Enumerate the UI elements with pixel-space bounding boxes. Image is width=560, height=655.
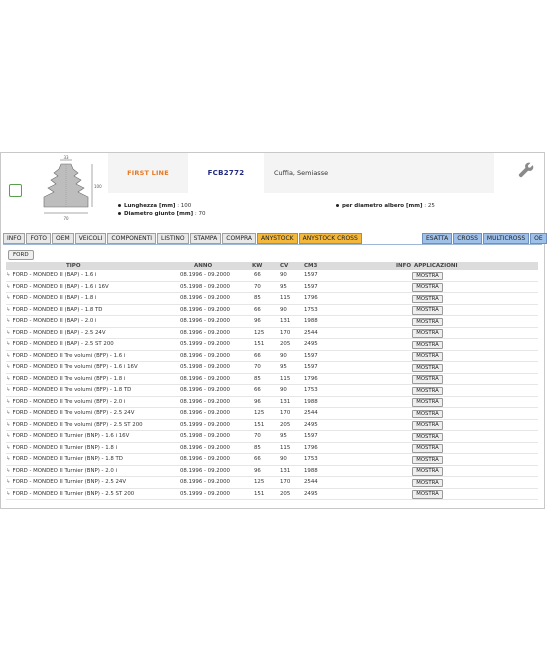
row-kw: 85 <box>254 375 261 382</box>
row-tipo <box>6 316 96 327</box>
mostra-button[interactable]: MOSTRA <box>412 421 443 430</box>
row-kw: 96 <box>254 318 261 324</box>
row-anno: 08.1996 - 09.2000 <box>180 318 230 324</box>
table-row <box>6 270 538 282</box>
row-arrow-icon: ↳ <box>6 272 11 278</box>
tab-anystock[interactable]: ANYSTOCK <box>257 233 298 244</box>
row-cm3: 1597 <box>304 283 318 290</box>
row-cv: 115 <box>280 295 291 301</box>
row-cm3: 2495 <box>304 341 318 347</box>
row-tipo <box>6 339 114 350</box>
row-arrow-icon: ↳ <box>6 387 11 393</box>
row-anno: 08.1996 - 09.2000 <box>180 352 230 359</box>
row-cv: 90 <box>280 272 287 278</box>
row-arrow-icon: ↳ <box>6 398 11 405</box>
mostra-button[interactable]: MOSTRA <box>412 467 443 476</box>
row-anno: 08.1996 - 09.2000 <box>180 410 230 416</box>
mostra-button[interactable]: MOSTRA <box>412 272 443 281</box>
row-cv: 131 <box>280 398 291 405</box>
row-kw: 66 <box>254 352 261 359</box>
mostra-button[interactable]: MOSTRA <box>412 283 443 292</box>
row-tipo <box>6 420 143 431</box>
row-tipo <box>6 489 134 500</box>
row-kw: 151 <box>254 421 265 428</box>
row-tipo <box>6 466 117 477</box>
row-cv: 115 <box>280 444 291 451</box>
row-tipo-text: FORD - MONDEO II (BAP) - 1.8 i <box>12 295 97 301</box>
row-anno: 08.1996 - 09.2000 <box>180 467 230 474</box>
row-tipo <box>6 408 134 419</box>
row-cm3: 1597 <box>304 352 318 359</box>
row-tipo <box>6 328 106 339</box>
applications-table <box>6 270 538 500</box>
row-cm3: 1753 <box>304 306 318 313</box>
wrench-icon[interactable] <box>517 161 535 179</box>
table-row <box>6 489 538 501</box>
mostra-button[interactable]: MOSTRA <box>412 295 443 304</box>
row-cm3: 1796 <box>304 375 318 382</box>
spec-joint-value: : 70 <box>194 211 206 217</box>
mostra-button[interactable]: MOSTRA <box>412 341 443 350</box>
row-kw: 85 <box>254 444 261 451</box>
row-arrow-icon: ↳ <box>6 352 11 359</box>
row-tipo-text: FORD - MONDEO II Tre volumi (BFP) - 1.8 i <box>12 375 126 382</box>
table-row <box>6 305 538 317</box>
row-kw: 70 <box>254 433 261 439</box>
row-tipo-text: FORD - MONDEO II Turnier (BNP) - 1.6 i 16V <box>12 433 130 439</box>
tab-stampa[interactable]: STAMPA <box>190 233 222 244</box>
row-anno: 08.1996 - 09.2000 <box>180 329 230 336</box>
row-cv: 170 <box>280 410 291 416</box>
row-cv: 170 <box>280 329 291 336</box>
row-tipo-text: FORD - MONDEO II Turnier (BNP) - 1.8 TD <box>12 456 123 462</box>
mostra-button[interactable]: MOSTRA <box>412 456 443 465</box>
dim-top-label: 33 <box>63 155 69 160</box>
row-tipo-text: FORD - MONDEO II Tre volumi (BFP) - 2.0 i <box>12 398 126 405</box>
row-tipo <box>6 431 129 442</box>
row-cv: 90 <box>280 387 287 393</box>
row-tipo <box>6 454 123 465</box>
row-arrow-icon: ↳ <box>6 444 11 451</box>
mostra-button[interactable]: MOSTRA <box>412 364 443 373</box>
table-row <box>6 431 538 443</box>
row-arrow-icon: ↳ <box>6 467 11 474</box>
row-cv: 205 <box>280 421 291 428</box>
table-row <box>6 420 538 432</box>
row-cm3: 1597 <box>304 364 318 370</box>
row-arrow-icon: ↳ <box>6 479 11 485</box>
row-cm3: 1796 <box>304 295 318 301</box>
row-cm3: 1988 <box>304 467 318 474</box>
mostra-button[interactable]: MOSTRA <box>412 318 443 327</box>
row-cm3: 1597 <box>304 272 318 278</box>
table-row <box>6 316 538 328</box>
row-tipo-text: FORD - MONDEO II Tre volumi (BFP) - 1.6 i 16V <box>12 364 138 370</box>
row-tipo <box>6 351 125 362</box>
mostra-button[interactable]: MOSTRA <box>412 479 443 488</box>
row-tipo-text: FORD - MONDEO II Tre volumi (BFP) - 2.5 24V <box>12 410 135 416</box>
row-cv: 170 <box>280 479 291 485</box>
row-cv: 95 <box>280 433 287 439</box>
make-filter-button[interactable]: FORD <box>8 250 34 260</box>
mostra-button[interactable]: MOSTRA <box>412 490 443 499</box>
row-kw: 85 <box>254 295 261 301</box>
row-anno: 05.1999 - 09.2000 <box>180 421 230 428</box>
table-row <box>6 362 538 374</box>
table-row <box>6 374 538 386</box>
tab-info[interactable]: INFO <box>3 233 25 244</box>
row-arrow-icon: ↳ <box>6 421 11 428</box>
product-code[interactable]: FCB2772 <box>207 169 245 177</box>
row-anno: 08.1996 - 09.2000 <box>180 398 230 405</box>
row-kw: 66 <box>254 387 261 393</box>
tab-esatta[interactable]: ESATTA <box>422 233 452 244</box>
row-tipo-text: FORD - MONDEO II Turnier (BNP) - 1.8 i <box>12 444 117 451</box>
row-cv: 205 <box>280 341 291 347</box>
tab-oe[interactable]: OE <box>530 233 547 244</box>
row-cv: 90 <box>280 456 287 462</box>
row-cm3: 2544 <box>304 479 318 485</box>
header-tipo: TIPO <box>66 263 81 269</box>
row-tipo-text: FORD - MONDEO II (BAP) - 1.8 TD <box>12 306 103 313</box>
tab-foto[interactable]: FOTO <box>26 233 51 244</box>
mostra-button[interactable]: MOSTRA <box>412 433 443 442</box>
product-line: FIRST LINE <box>108 153 188 193</box>
dim-bottom-label: 70 <box>63 216 69 221</box>
mostra-button[interactable]: MOSTRA <box>412 410 443 419</box>
row-kw: 70 <box>254 364 261 370</box>
row-anno: 08.1996 - 09.2000 <box>180 444 230 451</box>
row-kw: 66 <box>254 306 261 313</box>
mostra-button[interactable]: MOSTRA <box>412 306 443 315</box>
table-header <box>6 262 538 270</box>
spec-joint <box>118 211 205 217</box>
header-cm3: CM3 <box>304 263 318 269</box>
header-anno: ANNO <box>194 263 213 269</box>
row-cv: 205 <box>280 490 291 497</box>
row-arrow-icon: ↳ <box>6 306 11 313</box>
row-arrow-icon: ↳ <box>6 318 11 324</box>
row-anno: 08.1996 - 09.2000 <box>180 479 230 485</box>
row-cm3: 1796 <box>304 444 318 451</box>
table-row <box>6 385 538 397</box>
table-row <box>6 328 538 340</box>
row-kw: 66 <box>254 272 261 278</box>
row-tipo <box>6 443 117 454</box>
table-row <box>6 477 538 489</box>
table-row <box>6 408 538 420</box>
row-anno: 05.1998 - 09.2000 <box>180 433 230 439</box>
row-tipo-text: FORD - MONDEO II (BAP) - 2.5 ST 200 <box>12 341 114 347</box>
row-anno: 05.1999 - 09.2000 <box>180 341 230 347</box>
row-cm3: 2495 <box>304 490 318 497</box>
header-cv: CV <box>280 263 289 269</box>
mostra-button[interactable]: MOSTRA <box>412 329 443 338</box>
row-tipo-text: FORD - MONDEO II (BAP) - 1.6 i 16V <box>12 283 109 290</box>
mostra-button[interactable]: MOSTRA <box>412 375 443 384</box>
spec-shaft-label: per diametro albero [mm] <box>342 203 423 209</box>
tab-veicoli[interactable]: VEICOLI <box>75 233 107 244</box>
spec-length <box>118 203 191 209</box>
row-arrow-icon: ↳ <box>6 364 11 370</box>
table-row <box>6 454 538 466</box>
row-tipo-text: FORD - MONDEO II (BAP) - 2.5 24V <box>12 329 106 336</box>
product-drawing <box>30 155 102 225</box>
row-tipo <box>6 385 131 396</box>
table-row <box>6 466 538 478</box>
tab-bar-right <box>422 233 547 244</box>
row-tipo-text: FORD - MONDEO II Turnier (BNP) - 2.5 24V <box>12 479 127 485</box>
row-tipo <box>6 374 125 385</box>
dim-side-label: 100 <box>94 184 102 189</box>
tab-listino[interactable]: LISTINO <box>157 233 189 244</box>
row-tipo-text: FORD - MONDEO II Tre volumi (BFP) - 2.5 ST 200 <box>12 421 143 428</box>
row-kw: 151 <box>254 341 265 347</box>
row-tipo-text: FORD - MONDEO II (BAP) - 1.6 i <box>12 272 97 278</box>
tab-multicross[interactable]: MULTICROSS <box>483 233 529 244</box>
product-description: Cuffia, Semiasse <box>264 153 494 193</box>
spec-length-value: : 100 <box>177 203 192 209</box>
row-tipo <box>6 362 138 373</box>
row-anno: 08.1996 - 09.2000 <box>180 272 230 278</box>
row-cv: 90 <box>280 306 287 313</box>
row-cv: 95 <box>280 364 287 370</box>
row-anno: 05.1998 - 09.2000 <box>180 283 230 290</box>
row-cv: 115 <box>280 375 291 382</box>
row-tipo-text: FORD - MONDEO II (BAP) - 2.0 i <box>12 318 97 324</box>
row-tipo-text: FORD - MONDEO II Tre volumi (BFP) - 1.8 TD <box>12 387 132 393</box>
row-arrow-icon: ↳ <box>6 283 11 290</box>
row-tipo <box>6 305 102 316</box>
row-cm3: 1753 <box>304 456 318 462</box>
mostra-button[interactable]: MOSTRA <box>412 398 443 407</box>
table-row <box>6 443 538 455</box>
row-cm3: 1597 <box>304 433 318 439</box>
header-info: INFO <box>396 263 412 269</box>
row-kw: 96 <box>254 467 261 474</box>
tab-divider <box>3 244 542 245</box>
row-arrow-icon: ↳ <box>6 490 11 497</box>
row-cv: 95 <box>280 283 287 290</box>
row-cv: 131 <box>280 318 291 324</box>
row-tipo <box>6 270 96 281</box>
mostra-button[interactable]: MOSTRA <box>412 352 443 361</box>
spec-length-label: Lunghezza [mm] <box>124 203 176 209</box>
row-tipo-text: FORD - MONDEO II Turnier (BNP) - 2.5 ST 200 <box>12 490 135 497</box>
table-row <box>6 282 538 294</box>
spec-shaft <box>336 203 435 209</box>
tab-oem[interactable]: OEM <box>52 233 74 244</box>
row-tipo <box>6 293 96 304</box>
tab-cross[interactable]: CROSS <box>453 233 482 244</box>
mostra-button[interactable]: MOSTRA <box>412 444 443 453</box>
row-tipo-text: FORD - MONDEO II Tre volumi (BFP) - 1.6 i <box>12 352 126 359</box>
row-kw: 66 <box>254 456 261 462</box>
row-arrow-icon: ↳ <box>6 433 11 439</box>
row-cm3: 1753 <box>304 387 318 393</box>
row-kw: 96 <box>254 398 261 405</box>
header-applicazioni: APPLICAZIONI <box>414 263 458 269</box>
table-row <box>6 397 538 409</box>
row-kw: 151 <box>254 490 265 497</box>
row-arrow-icon: ↳ <box>6 375 11 382</box>
spec-joint-label: Diametro giunto [mm] <box>124 211 194 217</box>
row-cm3: 2495 <box>304 421 318 428</box>
row-kw: 125 <box>254 479 265 485</box>
row-cv: 131 <box>280 467 291 474</box>
header-kw: KW <box>252 263 263 269</box>
row-arrow-icon: ↳ <box>6 456 11 462</box>
row-anno: 08.1996 - 09.2000 <box>180 387 230 393</box>
row-tipo-text: FORD - MONDEO II Turnier (BNP) - 2.0 i <box>12 467 117 474</box>
row-anno: 08.1996 - 09.2000 <box>180 456 230 462</box>
row-tipo <box>6 282 109 293</box>
select-checkbox[interactable] <box>9 184 22 197</box>
table-row <box>6 293 538 305</box>
row-anno: 05.1999 - 09.2000 <box>180 490 230 497</box>
row-kw: 125 <box>254 329 265 336</box>
mostra-button[interactable]: MOSTRA <box>412 387 443 396</box>
row-arrow-icon: ↳ <box>6 341 11 347</box>
row-anno: 08.1996 - 09.2000 <box>180 306 230 313</box>
row-cm3: 1988 <box>304 318 318 324</box>
row-kw: 70 <box>254 283 261 290</box>
row-cm3: 2544 <box>304 410 318 416</box>
row-arrow-icon: ↳ <box>6 329 11 336</box>
table-row <box>6 351 538 363</box>
row-cm3: 1988 <box>304 398 318 405</box>
tab-bar-left <box>3 233 362 244</box>
row-arrow-icon: ↳ <box>6 410 11 416</box>
row-anno: 05.1998 - 09.2000 <box>180 364 230 370</box>
row-anno: 08.1996 - 09.2000 <box>180 295 230 301</box>
row-cv: 90 <box>280 352 287 359</box>
tab-anystock-cross[interactable]: ANYSTOCK CROSS <box>299 233 362 244</box>
row-tipo <box>6 397 125 408</box>
row-tipo <box>6 477 126 488</box>
spec-shaft-value: : 25 <box>424 203 435 209</box>
row-cm3: 2544 <box>304 329 318 336</box>
row-kw: 125 <box>254 410 265 416</box>
tab-compra[interactable]: COMPRA <box>222 233 256 244</box>
table-row <box>6 339 538 351</box>
row-arrow-icon: ↳ <box>6 295 11 301</box>
tab-componenti[interactable]: COMPONENTI <box>107 233 156 244</box>
row-anno: 08.1996 - 09.2000 <box>180 375 230 382</box>
